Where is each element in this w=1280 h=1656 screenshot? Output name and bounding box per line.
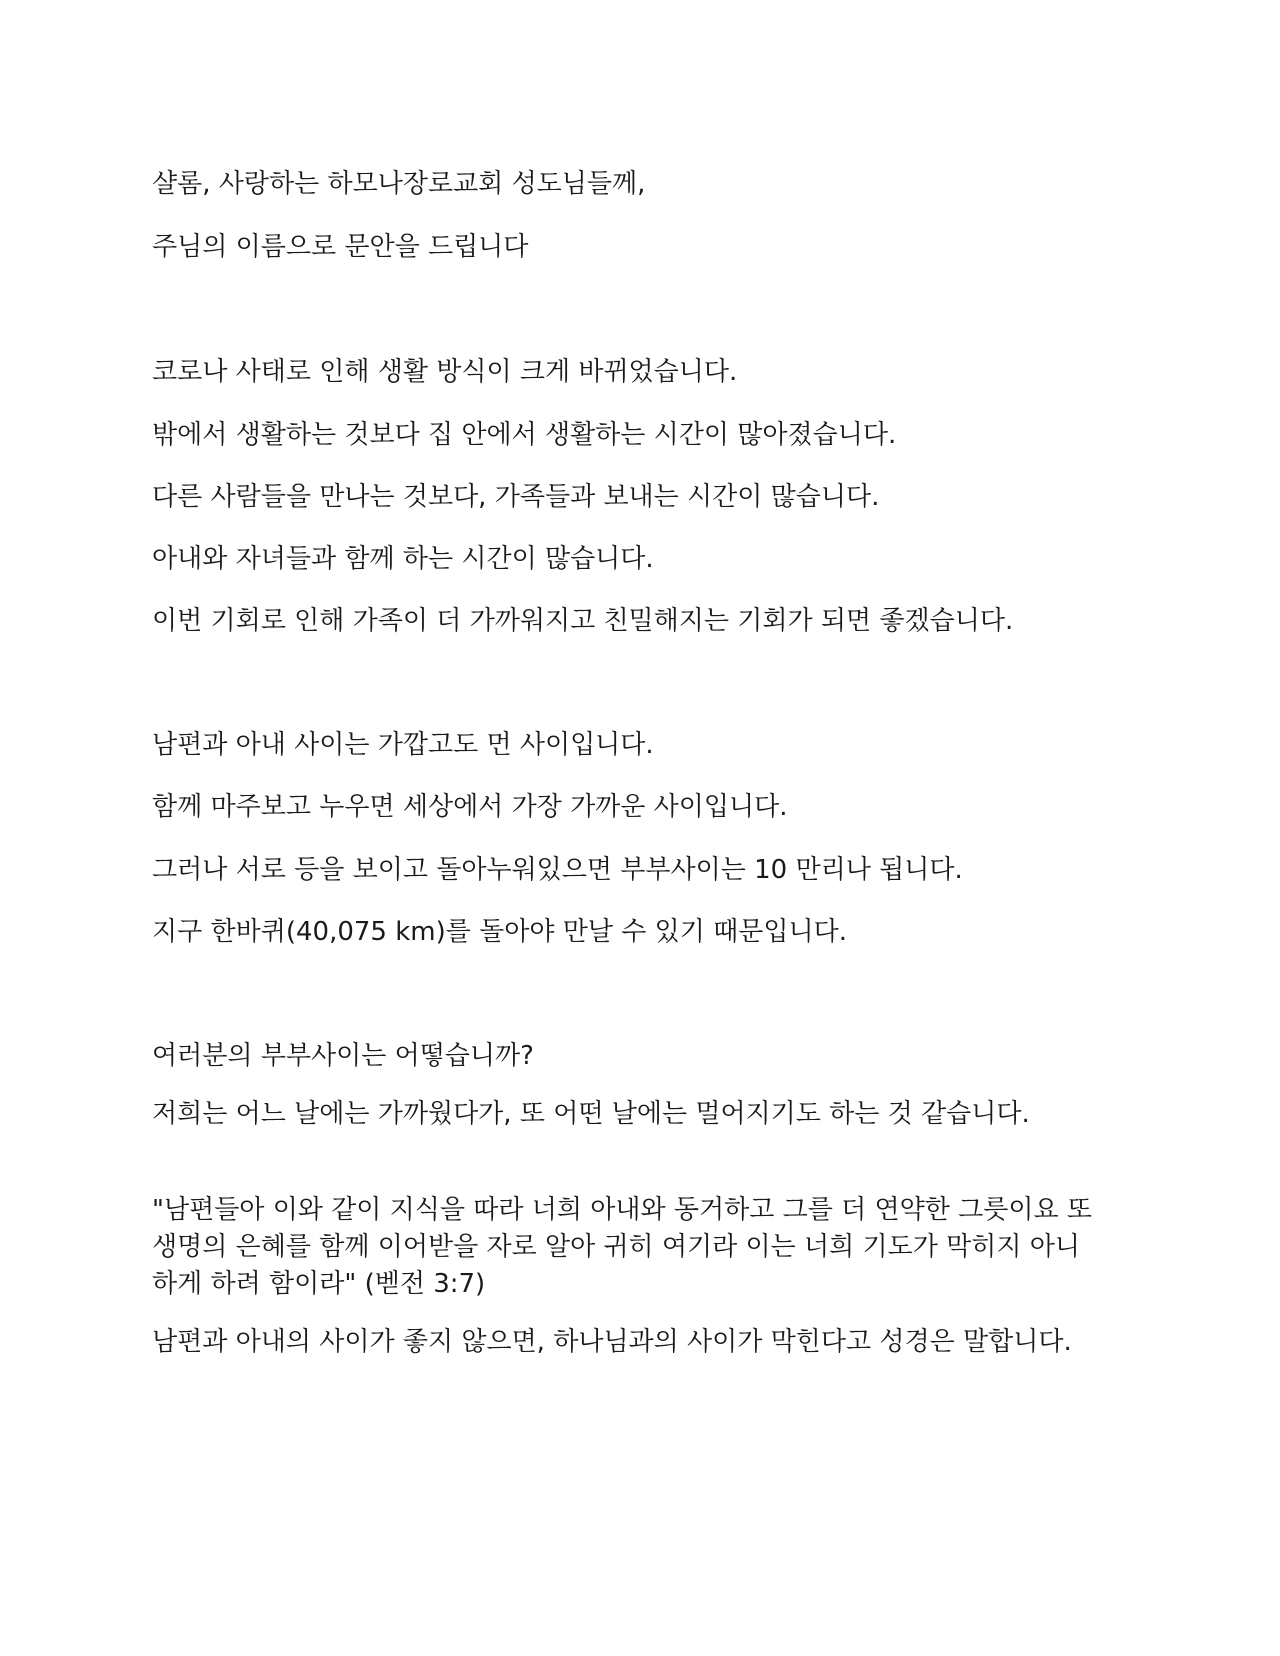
- question-line: 여러분의 부부사이는 어떻습니까?: [152, 1041, 534, 1071]
- paragraph-line: 남편과 아내 사이는 가깝고도 먼 사이입니다.: [152, 730, 654, 760]
- paragraph-line: 함께 마주보고 누우면 세상에서 가장 가까운 사이입니다.: [152, 792, 788, 822]
- paragraph-line: 지구 한바퀴(40,075 km)를 돌아야 만날 수 있기 때문입니다.: [152, 917, 847, 947]
- scripture-quote: "남편들아 이와 같이 지식을 따라 너희 아내와 동거하고 그를 더 연약한 그릇이요 또 생명의 은혜를 함께 이어받을 자로 알아 귀히 여기라 이는 너희 기도가 막히지 아니하게 하려 함이라" (벧전 3:7): [152, 1195, 1092, 1299]
- paragraph-line: 이번 기회로 인해 가족이 더 가까워지고 친밀해지는 기회가 되면 좋겠습니다.: [152, 606, 1014, 636]
- conclusion-paragraph: 남편과 아내의 사이가 좋지 않으면, 하나님과의 사이가 막힌다고 성경은 말합니다.: [152, 1327, 1072, 1357]
- greeting-line: 샬롬, 사랑하는 하모나장로교회 성도님들께,: [152, 169, 646, 199]
- salutation-line: 주님의 이름으로 문안을 드립니다: [152, 232, 529, 262]
- paragraph-line: 밖에서 생활하는 것보다 집 안에서 생활하는 시간이 많아졌습니다.: [152, 420, 897, 450]
- reflection-paragraph: 저희는 어느 날에는 가까웠다가, 또 어떤 날에는 멀어지기도 하는 것 같습니다.: [152, 1099, 1030, 1129]
- paragraph-line: 그러나 서로 등을 보이고 돌아누워있으면 부부사이는 10 만리나 됩니다.: [152, 855, 963, 885]
- paragraph-line: 아내와 자녀들과 함께 하는 시간이 많습니다.: [152, 544, 654, 574]
- paragraph-line: 다른 사람들을 만나는 것보다, 가족들과 보내는 시간이 많습니다.: [152, 482, 880, 512]
- paragraph-line: 코로나 사태로 인해 생활 방식이 크게 바뀌었습니다.: [152, 357, 738, 387]
